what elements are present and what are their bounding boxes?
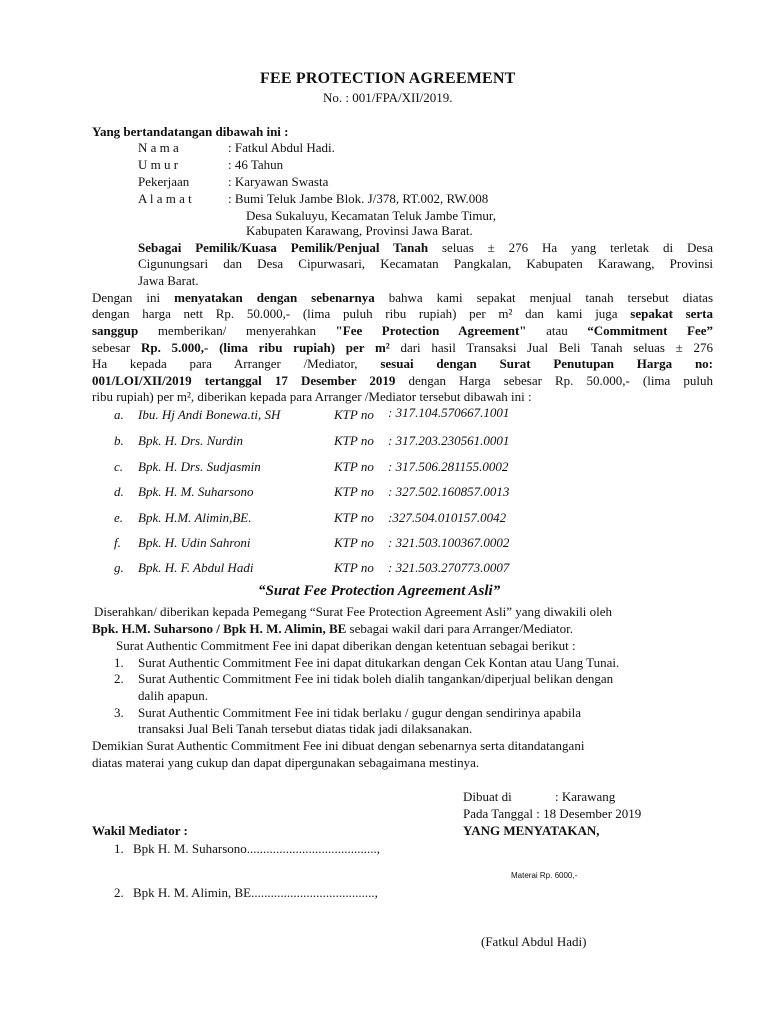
item-letter: b. [114,433,124,448]
statement-bold: 001/LOI/XII/2019 tertanggal 17 Desember 2019 [92,373,396,388]
pekerjaan-value: : Karyawan Swasta [228,174,329,189]
materai-label: Materai Rp. 6000,- [511,871,578,880]
ktp-number: : 317.104.570667.1001 [388,405,510,420]
condition-text: Surat Authentic Commitment Fee ini tidak boleh dialih tangankan/diperjual belikan dengan [138,671,614,686]
item-letter: c. [114,459,124,474]
mediator-number: 1. [114,841,124,856]
condition-number: 3. [114,705,124,720]
statement-text: dari hasil Transaksi Jual Beli Tanah seluas ± 276 [389,340,713,355]
recipient-name: Bpk. H. F. Abdul Hadi [138,560,254,575]
ktp-label: KTP no [334,407,374,422]
condition-number: 1. [114,655,124,670]
alamat-value-3: Kabupaten Karawang, Provinsi Jawa Barat. [246,223,473,238]
ktp-number: : 321.503.270773.0007 [388,560,510,575]
owner-line-3: Jawa Barat. [138,273,199,288]
ktp-number: : 317.506.281155.0002 [388,459,509,474]
mediator-name-line: Bpk H. M. Alimin, BE......................................, [133,885,378,900]
mediator-heading: Wakil Mediator : [92,823,188,838]
statement-bold: sesuai dengan Surat Penutupan Harga no: [380,356,713,371]
owner-bold: Sebagai Pemilik/Kuasa Pemilik/Penjual Tanah [138,240,429,255]
nama-value: : Fatkul Abdul Hadi. [228,140,335,155]
recipient-name: Ibu. Hj Andi Bonewa.ti, SH [138,407,281,422]
owner-line-2: Cigunungsari dan Desa Cipurwasari, Kecamatan Pangkalan, Kabupaten Karawang, Provinsi [138,256,713,271]
document-title: FEE PROTECTION AGREEMENT [260,70,516,87]
recipient-name: Bpk. H.M. Alimin,BE. [138,510,252,525]
item-letter: f. [114,535,121,550]
alamat-value-1: : Bumi Teluk Jambe Blok. J/378, RT.002, RW.008 [228,191,489,206]
condition-text-cont: transaksi Jual Beli Tanah tersebut diatas tidak jadi dilaksanakan. [138,721,473,736]
intro-line: Yang bertandatangan dibawah ini : [92,124,289,139]
closing-line-2: diatas materai yang cukup dan dapat dipergunakan sebagaimana mestinya. [92,755,480,770]
alamat-value-2: Desa Sukaluyu, Kecamatan Teluk Jambe Timur, [246,208,496,223]
statement-bold: sanggup [92,323,139,338]
statement-line-7: ribu rupiah) per m², diberikan kepada para Arranger /Mediator tersebut dibawah ini : [92,389,532,404]
ktp-number: : 327.502.160857.0013 [388,484,510,499]
statement-line-1 [92,290,713,305]
handover-bold: Bpk. H.M. Suharsono / Bpk H. M. Alimin, BE [92,621,347,636]
handover-line-3: Surat Authentic Commitment Fee ini dapat diberikan dengan ketentuan sebagai berikut : [116,638,576,653]
statement-text: memberikan/ menyerahkan [138,323,336,338]
recipient-name: Bpk. H. Drs. Sudjasmin [138,459,261,474]
signer-name: (Fatkul Abdul Hadi) [481,934,587,949]
recipient-name: Bpk. H. Udin Sahroni [138,535,251,550]
statement-text: atau [526,323,588,338]
ktp-label: KTP no [334,433,374,448]
yang-menyatakan: YANG MENYATAKAN, [463,823,600,838]
ktp-number: : 317.203.230561.0001 [388,433,510,448]
dibuat-label: Dibuat di [463,789,512,804]
alamat-label: A l a m a t [138,191,192,206]
statement-line-3 [92,323,713,338]
signing-date: Pada Tanggal : 18 Desember 2019 [463,806,642,821]
umur-label: U m u r [138,157,179,172]
ktp-number: : 321.503.100367.0002 [388,535,510,550]
statement-bold: menyatakan dengan sebenarnya [174,290,375,305]
handover-text: sebagai wakil dari para Arranger/Mediator. [346,621,573,636]
owner-line-1 [138,240,713,255]
recipient-name: Bpk. H. M. Suharsono [138,484,254,499]
condition-text-cont: dalih apapun. [138,688,209,703]
statement-bold: sepakat serta [630,306,714,321]
statement-text: dengan Harga sebesar Rp. 50.000,- (lima puluh [395,373,713,388]
ktp-label: KTP no [334,560,374,575]
ktp-label: KTP no [334,535,374,550]
list-item [114,510,123,525]
statement-line-5 [92,356,713,371]
statement-text: dengan harga nett Rp. 50.000,- (lima puluh ribu rupiah) per m² dan kami juga [92,306,631,321]
list-item [114,433,124,448]
ktp-label: KTP no [334,510,374,525]
mediator-number: 2. [114,885,124,900]
statement-bold: "Fee Protection Agreement" [335,323,527,338]
document-number: No. : 001/FPA/XII/2019. [323,90,453,105]
item-letter: d. [114,484,124,499]
ktp-number: :327.504.010157.0042 [388,510,507,525]
ktp-label: KTP no [334,459,374,474]
statement-bold: “Commitment Fee” [587,323,713,338]
condition-text: Surat Authentic Commitment Fee ini dapat ditukarkan dengan Cek Kontan atau Uang Tunai. [138,655,620,670]
umur-value: : 46 Tahun [228,157,284,172]
list-item [114,484,124,499]
mediator-name-line: Bpk H. M. Suharsono........................................, [133,841,381,856]
statement-text: Ha kepada para Arranger /Mediator, [92,356,381,371]
item-letter: e. [114,510,124,525]
statement-text: Dengan ini [92,290,175,305]
list-item [114,459,123,474]
list-item [114,535,121,550]
pekerjaan-label: Pekerjaan [138,174,190,189]
recipient-name: Bpk. H. Drs. Nurdin [138,433,243,448]
owner-rest: seluas ± 276 Ha yang terletak di Desa [428,240,713,255]
statement-text: sebesar [92,340,141,355]
handover-line-1: Diserahkan/ diberikan kepada Pemegang “Surat Fee Protection Agreement Asli” yang diwakili oleh [94,604,613,619]
list-item [114,407,124,422]
closing-line-1: Demikian Surat Authentic Commitment Fee ini dibuat dengan sebenarnya serta ditandatangani [92,738,585,753]
statement-bold: Rp. 5.000,- (lima ribu rupiah) per m² [140,340,390,355]
asli-heading: “Surat Fee Protection Agreement Asli” [258,583,501,599]
statement-line-6 [92,373,713,388]
condition-number: 2. [114,671,124,686]
condition-text: Surat Authentic Commitment Fee ini tidak berlaku / gugur dengan sendirinya apabila [138,705,581,720]
list-item [114,560,124,575]
item-letter: a. [114,407,124,422]
ktp-label: KTP no [334,484,374,499]
nama-label: N a m a [138,140,179,155]
statement-text: bahwa kami sepakat menjual tanah tersebut diatas [374,290,714,305]
handover-line-2 [92,621,573,636]
statement-line-2 [92,306,713,321]
dibuat-value: : Karawang [555,789,616,804]
statement-line-4 [92,340,713,355]
item-letter: g. [114,560,124,575]
